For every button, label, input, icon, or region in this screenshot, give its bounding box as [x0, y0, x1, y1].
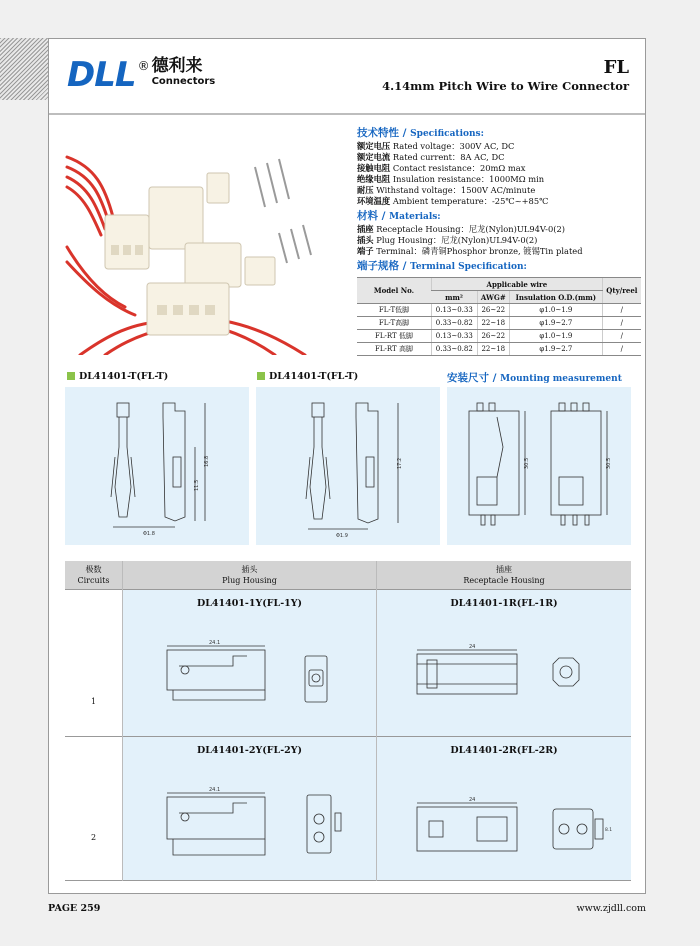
part-number: DL41401-1Y(FL-1Y) — [196, 598, 303, 609]
materials-heading: 材料 / Materials: — [357, 210, 441, 223]
col-plug-housing: 插头 Plug Housing — [123, 561, 376, 589]
terminal-spec-table — [357, 277, 641, 356]
brand-logo — [67, 57, 215, 93]
spec-row: 环境温度 Ambient temperature：-25℃~+85℃ — [357, 195, 549, 206]
part-number: DL41401-1R(FL-1R) — [450, 598, 558, 609]
terminal-spec-heading: 端子规格 / Terminal Specification: — [357, 260, 527, 273]
material-row: 插头 Plug Housing：尼龙(Nylon)UL94V-0(2) — [357, 235, 538, 246]
dim-text: 24.1 — [209, 640, 221, 646]
spec-row: 接触电阻 Contact resistance：20mΩ max — [357, 162, 526, 173]
col-mm2: mm² — [432, 291, 478, 304]
corner-hatch — [0, 38, 48, 100]
terminal-drawing-2 — [256, 387, 440, 545]
col-circuits: 极数 Circuits — [65, 561, 122, 589]
specifications-block — [357, 127, 643, 274]
dim-a-text: 30.5 — [524, 457, 530, 469]
dim-text: 24 — [469, 644, 476, 650]
dim-b-text: 30.5 — [606, 457, 612, 469]
col-receptacle-housing: 插座 Receptacle Housing — [377, 561, 631, 589]
product-title: 4.14mm Pitch Wire to Wire Connector — [382, 79, 629, 93]
specifications-heading: 技术特性 / Specifications: — [357, 127, 484, 139]
spec-row: 耐压 Withstand voltage：1500V AC/minute — [357, 184, 536, 195]
table-row: FL-RT 高脚 0.33~0.82 22~18 φ1.9~2.7 / — [357, 343, 641, 356]
dim-dia-text: Φ1.9 — [336, 533, 348, 539]
mounting-drawing — [447, 387, 631, 545]
dim-side-text: 8.1 — [605, 828, 613, 833]
green-square-icon — [257, 372, 265, 380]
terminal-drawing-label-1: DL41401-T(FL-T) — [67, 371, 168, 382]
terminal-drawing-1 — [65, 387, 249, 545]
page-number: PAGE 259 — [48, 903, 101, 914]
logo-dll: DLL — [67, 55, 136, 95]
green-square-icon — [67, 372, 75, 380]
spec-row: 绝缘电阻 Insulation resistance：1000MΩ min — [357, 173, 545, 184]
dim-text: 24.1 — [209, 787, 221, 793]
circuits-value: 2 — [90, 833, 97, 842]
col-awg: AWG# — [477, 291, 509, 304]
plug-cell-1 — [123, 590, 376, 736]
circuits-value: 1 — [90, 697, 97, 706]
table-row: FL-T低脚 0.13~0.33 26~22 φ1.0~1.9 / — [357, 304, 641, 317]
spec-row: 额定电流 Rated current：8A AC, DC — [357, 151, 505, 162]
col-qty: Qty/reel — [602, 278, 641, 304]
col-applicable-wire: Applicable wire — [432, 278, 603, 291]
logo-chinese: 德利来 — [151, 56, 203, 76]
series-code: FL — [603, 57, 629, 78]
circuits-table — [65, 561, 631, 881]
table-row: FL-T高脚 0.33~0.82 22~18 φ1.9~2.7 / — [357, 317, 641, 330]
part-number: DL41401-2R(FL-2R) — [450, 745, 558, 756]
catalog-page — [48, 38, 646, 894]
terminal-drawing-label-2: DL41401-T(FL-T) — [257, 371, 358, 382]
website-url: www.zjdll.com — [576, 903, 646, 914]
product-photo — [65, 127, 351, 355]
logo-registered: ® — [137, 59, 150, 73]
plug-cell-2 — [123, 737, 376, 880]
logo-english: Connectors — [151, 76, 216, 87]
col-model: Model No. — [357, 278, 432, 304]
receptacle-cell-1 — [377, 590, 631, 736]
dim-dia-text: Φ1.8 — [143, 531, 155, 537]
mounting-label: 安装尺寸 / Mounting measurement — [447, 372, 622, 384]
dim-length-text: 17.2 — [397, 457, 403, 469]
receptacle-cell-2 — [377, 737, 631, 880]
col-od: Insulation O.D.(mm) — [509, 291, 602, 304]
material-row: 插座 Receptacle Housing：尼龙(Nylon)UL94V-0(2) — [357, 224, 565, 235]
dim-inner-text: 11.5 — [194, 479, 200, 491]
dim-length-text: 16.8 — [204, 455, 210, 467]
spec-row: 额定电压 Rated voltage：300V AC, DC — [357, 141, 515, 151]
table-row: FL-RT 低脚 0.13~0.33 26~22 φ1.0~1.9 / — [357, 330, 641, 343]
material-row: 端子 Terminal：磷青铜Phosphor bronze, 镀锡Tin plated — [357, 246, 583, 257]
part-number: DL41401-2Y(FL-2Y) — [196, 745, 303, 756]
page-header — [49, 39, 645, 115]
dim-text: 24 — [469, 797, 476, 803]
